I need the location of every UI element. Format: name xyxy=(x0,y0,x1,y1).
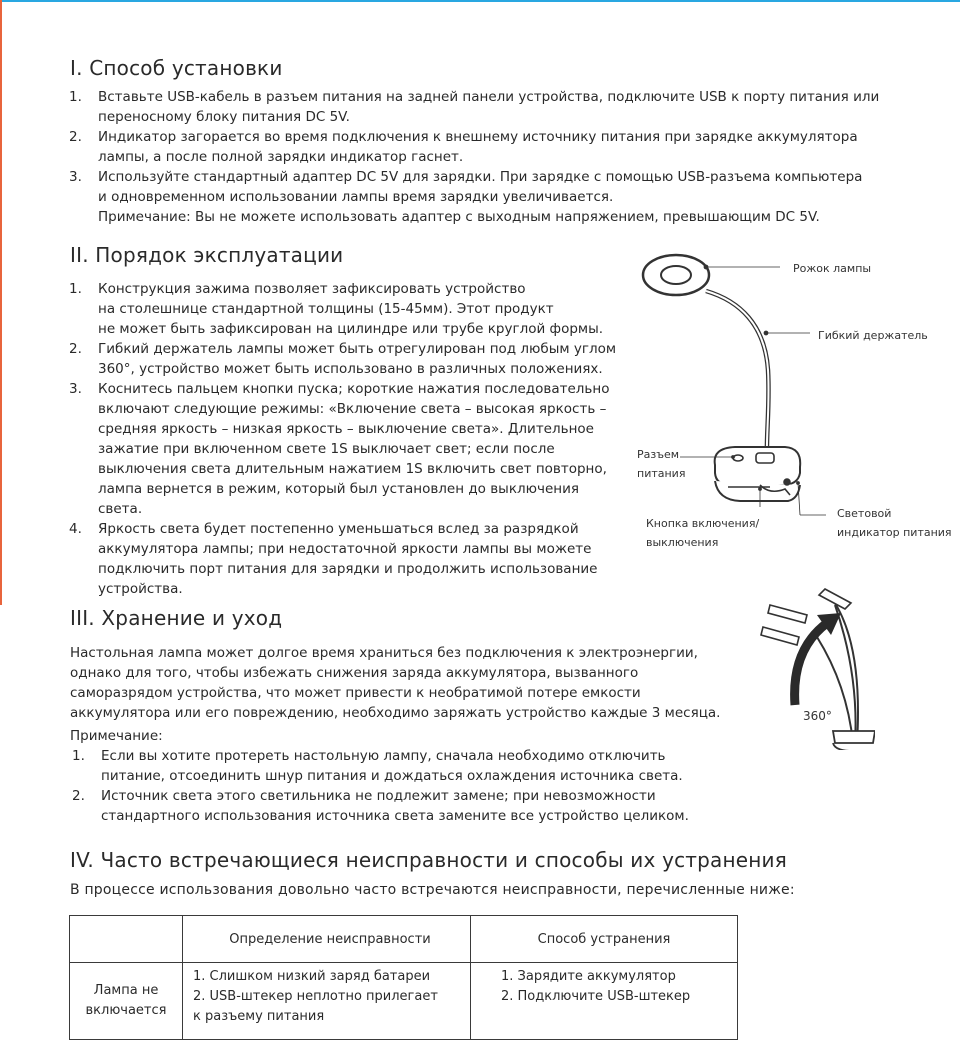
label-power-port: Разъем питания xyxy=(637,448,686,480)
section-3-title: III. Хранение и уход xyxy=(70,606,283,630)
list-item: 1. Если вы хотите протереть настольную лампу, сначала необходимо отключить питание, отсоединить шнур питания и дождаться охлаждения источника света. xyxy=(72,748,683,784)
rotation-clip xyxy=(833,731,875,743)
list-item: 1. Вставьте USB-кабель в разъем питания на задней панели устройства, подключите USB к порту питания или переносному блоку питания DC 5V. xyxy=(69,89,880,125)
list-item: 2. Индикатор загорается во время подключения к внешнему источнику питания при зарядке аккумулятора лампы, а после полной зарядки индикатор гаснет. xyxy=(69,129,858,165)
list-item: 3. Коснитесь пальцем кнопки пуска; короткие нажатия последовательно включают следующие режимы: «Включение света – высокая яркость – средняя яркость – низкая яркость – выключение света». Длительное зажатие при включенном свете 1S выключает свет; если после выключения света длительным нажатием 1S включить свет повторно, лампа вернется в режим, который был установлен до выключения света. xyxy=(69,381,610,517)
lamp-head-inner xyxy=(661,266,691,284)
list-item: 1. Конструкция зажима позволяет зафиксировать устройство на столешнице стандартной толщины (15-45мм). Этот продукт не может быть зафиксирован на цилиндре или трубе круглой формы. xyxy=(69,281,604,337)
list-item: 4. Яркость света будет постепенно уменьшаться вслед за разрядкой аккумулятора лампы; при недостаточной яркости лампы вы можете подключить порт питания для зарядки и продолжить использование устройства. xyxy=(69,521,598,597)
section-4-title: IV. Часто встречающиеся неисправности и способы их устранения xyxy=(70,848,787,872)
section-1-title: I. Способ установки xyxy=(70,56,283,80)
lamp-head-pos-3 xyxy=(761,627,799,645)
header-fault: Определение неисправности xyxy=(183,916,471,963)
section-1-list xyxy=(69,87,929,227)
lamp-head-pos-2 xyxy=(768,605,807,623)
section-4-intro: В процессе использования довольно часто встречаются неисправности, перечисленные ниже: xyxy=(70,882,795,898)
left-accent-rule xyxy=(0,0,2,605)
header-fix: Способ устранения xyxy=(471,916,738,963)
fault-table xyxy=(69,915,738,1040)
section-3-list xyxy=(72,746,722,826)
top-accent-rule xyxy=(0,0,960,2)
label-indicator: Световой индикатор питания xyxy=(837,507,952,539)
cell-problem: Лампа не включается xyxy=(70,963,183,1040)
rotation-label: 360° xyxy=(803,709,832,723)
clip-neck xyxy=(756,453,774,463)
rotation-arrow xyxy=(795,623,827,705)
section-2-title: II. Порядок эксплуатации xyxy=(70,243,344,267)
table-header-row xyxy=(70,916,738,963)
cell-fixes: 1. Зарядите аккумулятор 2. Подключите USB-штекер xyxy=(471,963,738,1040)
cell-causes: 1. Слишком низкий заряд батареи 2. USB-штекер неплотно прилегает к разъему питания xyxy=(183,963,471,1040)
label-power-button: Кнопка включения/ выключения xyxy=(646,517,760,549)
section-2-list xyxy=(69,279,639,599)
note-label: Примечание: xyxy=(70,728,163,744)
label-lamp-head: Рожок лампы xyxy=(793,262,872,275)
list-item: 3. Используйте стандартный адаптер DC 5V для зарядки. При зарядке с помощью USB-разъема компьютера и одновременном использовании лампы время зарядки увеличивается. Примечание: Вы не можете использовать адаптер с выходным напряжением, превышающим DC 5V. xyxy=(69,169,863,225)
list-item: 2. Источник света этого светильника не подлежит замене; при невозможности стандартного использования источника света замените все устройство целиком. xyxy=(72,788,689,824)
list-item: 2. Гибкий держатель лампы может быть отрегулирован под любым углом 360°, устройство может быть использовано в различных положениях. xyxy=(69,341,617,377)
indicator-dot xyxy=(784,479,790,485)
storage-paragraph: Настольная лампа может долгое время храниться без подключения к электроэнергии, однако для того, чтобы избежать снижения заряда аккумулятора, вызванного саморазрядом устройства, что может привести к необратимой потере емкости аккумулятора или его повреждению, необходимо заряжать устройство каждые 3 месяца. xyxy=(70,645,721,721)
label-flex-holder: Гибкий держатель xyxy=(818,329,928,342)
table-row xyxy=(70,963,738,1040)
gooseneck xyxy=(706,291,769,460)
